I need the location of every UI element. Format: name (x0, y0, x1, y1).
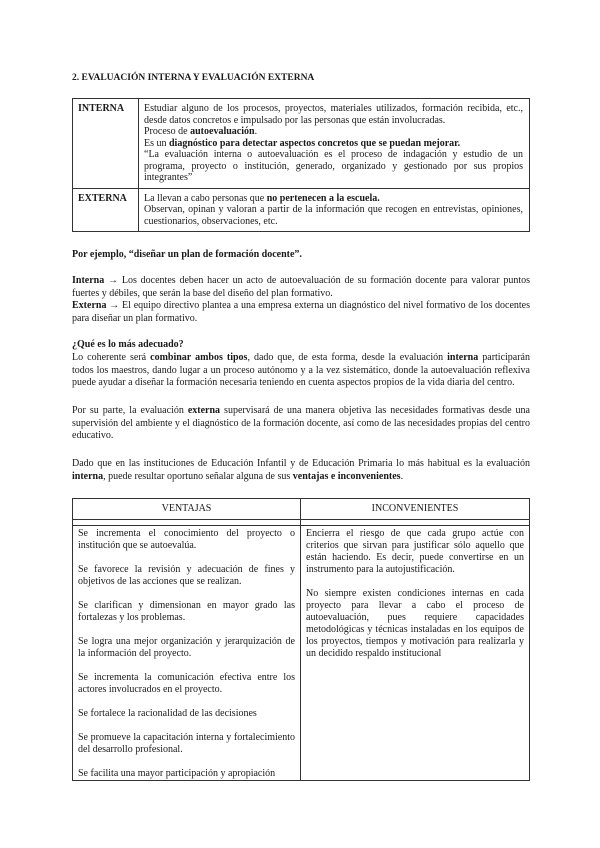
list-item: Se favorece la revisión y adecuación de fines y objetivos de las acciones que se realizan. (78, 564, 295, 587)
closing-pre: Dado que en las instituciones de Educación Infantil y de Educación Primaria lo más habitual es la evaluación (72, 458, 530, 469)
interna-label: INTERNA (73, 99, 139, 189)
answer-paragraph-1 (72, 352, 530, 390)
answer1-pre: Lo coherente será (72, 352, 151, 363)
pros-cons-table (72, 498, 530, 781)
list-item: Se logra una mejor organización y jerarquización de la información del proyecto. (78, 636, 295, 659)
closing-bold2: ventajas e inconvenientes (292, 470, 401, 482)
closing-bold1: interna (72, 470, 104, 482)
externa-label: EXTERNA (73, 188, 139, 232)
externa-example (72, 300, 530, 325)
list-item: Se facilita una mayor participación y apropiación (78, 768, 276, 779)
list-item: No siempre existen condiciones internas en cada proyecto para llevar a cabo el proceso de autoevaluación, pues requiere capacidades metodológicas y técnicas instaladas en los equipos de los proyectos, tiempos y motivación para realizarla y un decidido respaldo institucional (306, 588, 524, 659)
list-item: Se fortalece la racionalidad de las decisiones (78, 708, 257, 719)
interna-description (139, 99, 530, 189)
interna-line3 (144, 138, 523, 150)
question-heading: ¿Qué es lo más adecuado? (72, 339, 184, 350)
section-title: 2. EVALUACIÓN INTERNA Y EVALUACIÓN EXTERNA (72, 73, 315, 83)
closing-paragraph (72, 458, 530, 483)
pros-cons-body-row (73, 526, 530, 781)
externa-line2: Observan, opinan y valoran a partir de la información que recogen en entrevistas, opiniones, cuestionarios, observaciones, etc. (144, 204, 523, 227)
interna-example-text: → Los docentes deben hacer un acto de autoevaluación de su formación docente para valorar puntos fuertes y débiles, que serán la base del diseño del plan formativo. (72, 275, 530, 299)
list-item: Encierra el riesgo de que cada grupo actúe con criterios que sirvan para justificar sólo aquello que están haciendo. Es decir, puede convertirse en un instrumento para la autojustificación. (306, 528, 524, 575)
interna-row (73, 99, 530, 189)
answer2-pre: Por su parte, la evaluación (72, 405, 188, 416)
list-item: Se clarifican y dimensionan en mayor grado las fortalezas y los problemas. (78, 600, 295, 623)
evaluation-types-table (72, 98, 530, 232)
inconvenientes-column (301, 526, 530, 781)
interna-line2-post: . (254, 126, 258, 137)
interna-example-label: Interna (72, 275, 105, 286)
closing-post: . (400, 470, 404, 482)
interna-line2 (144, 126, 523, 138)
answer1-bold1: combinar ambos tipos (150, 352, 248, 363)
interna-line3-pre: Es un (144, 137, 169, 149)
answer2-bold: externa (187, 405, 221, 416)
externa-line1-pre: La llevan a cabo personas que (144, 192, 267, 204)
pros-cons-header-row (73, 499, 530, 520)
interna-example (72, 275, 530, 300)
answer2-post: supervisará de una manera objetiva las necesidades formativas desde una supervisión del ambiente y el diagnóstico de la formación docente, así como de las necesidades propias del centro educativo. (72, 405, 530, 441)
answer1-mid: , dado que, de esta forma, desde la evaluación (247, 352, 448, 363)
answer-paragraph-2 (72, 405, 530, 443)
externa-row (73, 188, 530, 232)
list-item: Se promueve la capacitación interna y fortalecimiento del desarrollo profesional. (78, 732, 295, 755)
closing-mid: , puede resultar oportuno señalar alguna de sus (103, 470, 293, 482)
interna-line2-bold: autoevaluación (190, 126, 255, 137)
interna-line1: Estudiar alguno de los procesos, proyectos, materiales utilizados, formación recibida, etc., desde datos concretos e impulsado por las personas que están involucradas. (144, 103, 523, 126)
answer1-post: participarán todos los maestros, dando lugar a un proceso autónomo y a la vez sistemático, donde la autoevaluación reflexiva puede ayudar a diseñar la formación necesaria teniendo en cuenta aspectos propios de la vida diaria del centro. (72, 352, 530, 388)
example-heading: Por ejemplo, “diseñar un plan de formación docente”. (72, 249, 302, 260)
ventajas-column (73, 526, 301, 781)
interna-quote: “La evaluación interna o autoevaluación es el proceso de indagación y estudio de un programa, proyecto o institución, generado, organizado y gestionado por sus propios integrantes” (144, 149, 523, 183)
list-item: Se incrementa la comunicación efectiva entre los actores involucrados en el proyecto. (78, 672, 295, 695)
externa-line1-bold: no pertenecen a la escuela. (266, 192, 380, 204)
interna-line3-bold: diagnóstico para detectar aspectos concretos que se puedan mejorar. (169, 137, 461, 149)
externa-description (139, 188, 530, 232)
externa-example-text: → El equipo directivo plantea a una empresa externa un diagnóstico del nivel formativo de los docentes para diseñar un plan formativo. (72, 300, 530, 324)
inconvenientes-header: INCONVENIENTES (301, 499, 530, 520)
externa-example-label: Externa (72, 300, 107, 311)
list-item: Se incrementa el conocimiento del proyecto o institución que se autoevalúa. (78, 528, 295, 551)
externa-line1 (144, 193, 523, 205)
answer1-bold2: interna (447, 352, 479, 363)
ventajas-header: VENTAJAS (73, 499, 301, 520)
interna-line2-pre: Proceso de (144, 126, 191, 137)
